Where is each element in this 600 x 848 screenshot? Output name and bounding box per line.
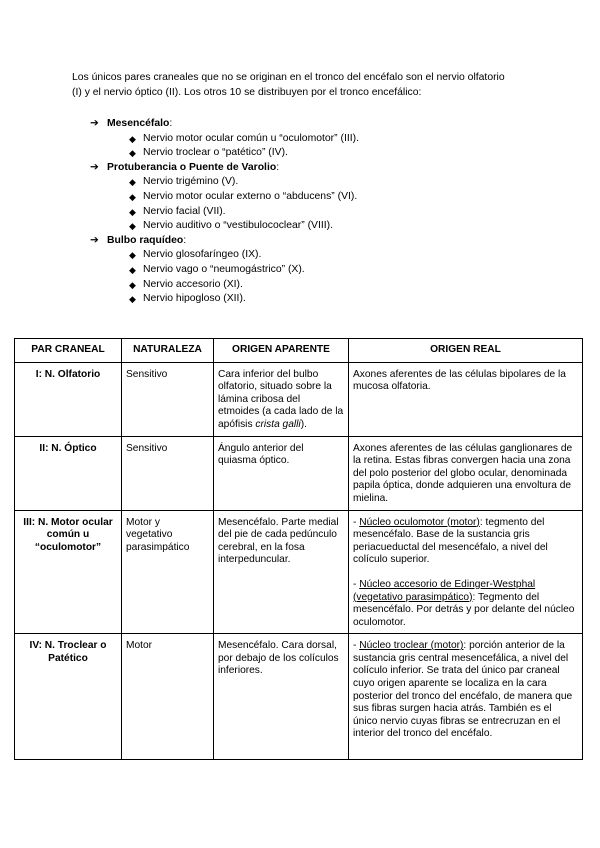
cell-par: III: N. Motor ocular común u “oculomotor” — [15, 510, 122, 634]
diamond-bullet-icon: ◆ — [129, 221, 136, 232]
cell-origen-aparente: Mesencéfalo. Cara dorsal, por debajo de los colículos inferiores. — [214, 634, 349, 760]
list-item: ◆ Nervio motor ocular común u “oculomotor” (III). — [90, 132, 510, 147]
diamond-bullet-icon: ◆ — [129, 250, 136, 261]
cell-origen-aparente: Ángulo anterior del quiasma óptico. — [214, 436, 349, 510]
diamond-bullet-icon: ◆ — [129, 148, 136, 159]
arrow-icon: ➔ — [90, 118, 99, 129]
cell-naturaleza: Motor — [122, 634, 214, 760]
cell-origen-real: Axones aferentes de las células ganglionares de la retina. Estas fibras convergen hacia una zona del polo posterior del globo ocular, denominada papila óptica, donde adquieren una envoltura de mielina. — [349, 436, 583, 510]
section-title: Bulbo raquídeo — [107, 234, 184, 246]
list-item: ◆ Nervio accesorio (XI). — [90, 278, 510, 293]
diamond-bullet-icon: ◆ — [129, 133, 136, 144]
diamond-bullet-icon: ◆ — [129, 264, 136, 275]
arrow-icon: ➔ — [90, 161, 99, 173]
intro-paragraph: Los únicos pares craneales que no se originan en el tronco del encéfalo son el nervio olfatorio (I) y el nervio óptico (II). Los otros 10 se distribuyen por el tronco encefálico: — [72, 72, 505, 98]
list-item: ◆ Nervio troclear o “patético” (IV). — [90, 146, 510, 161]
list-item: ◆ Nervio hipogloso (XII). — [90, 292, 510, 307]
diamond-bullet-icon: ◆ — [129, 206, 136, 217]
list-item: ◆ Nervio vago o “neumogástrico” (X). — [90, 263, 510, 278]
cranial-nerves-table — [14, 338, 583, 760]
cell-origen-aparente: Mesencéfalo. Parte medial del pie de cada pedúnculo cerebral, en la fosa interpeduncular. — [214, 510, 349, 634]
list-item: ◆ Nervio motor ocular externo o “abducens” (VI). — [90, 190, 510, 205]
arrow-icon: ➔ — [90, 234, 99, 246]
cell-naturaleza: Motor y vegetativo parasimpático — [122, 510, 214, 634]
header-origen-real: ORIGEN REAL — [349, 339, 583, 363]
cell-origen-real: - Núcleo troclear (motor): porción anterior de la sustancia gris central mesencefálica, a nivel del colículo inferior. Se trata del único par craneal cuyo origen aparente se localiza en la cara posterior del tronco del encéfalo, de manera que sus fibras surgen hacia atrás. También es el único nervio cuyas fibras se entrecruzan en el interior del tronco del encéfalo. — [349, 634, 583, 760]
cell-par: II: N. Óptico — [15, 436, 122, 510]
nucleus-edinger-westphal: - Núcleo accesorio de Edinger-Westphal (vegetativo parasimpático): Tegmento del mesencéfalo. Por detrás y por delante del núcleo oculomotor. — [353, 578, 575, 628]
header-naturaleza: NATURALEZA — [122, 339, 214, 363]
table-row — [15, 510, 583, 634]
list-item: ◆ Nervio auditivo o “vestibulococlear” (VIII). — [90, 219, 510, 234]
cell-naturaleza: Sensitivo — [122, 436, 214, 510]
brainstem-outline — [90, 117, 510, 307]
section-title: Protuberancia o Puente de Varolio — [107, 161, 277, 173]
list-item: ◆ Nervio glosofaríngeo (IX). — [90, 248, 510, 263]
section-mesencefalo: ➔ Mesencéfalo: — [90, 117, 510, 132]
cell-origen-real: Axones aferentes de las células bipolares de la mucosa olfatoria. — [349, 362, 583, 436]
list-item: ◆ Nervio trigémino (V). — [90, 175, 510, 190]
cell-origen-aparente: Cara inferior del bulbo olfatorio, situado sobre la lámina cribosa del etmoides (a cada lado de la apófisis crista galli). — [214, 362, 349, 436]
table-row — [15, 634, 583, 760]
diamond-bullet-icon: ◆ — [129, 177, 136, 188]
section-bulbo: ➔ Bulbo raquídeo: — [90, 234, 510, 249]
header-par-craneal: PAR CRANEAL — [15, 339, 122, 363]
diamond-bullet-icon: ◆ — [129, 279, 136, 290]
table-row — [15, 362, 583, 436]
table-header-row — [15, 339, 583, 363]
diamond-bullet-icon: ◆ — [129, 191, 136, 202]
section-protuberancia: ➔ Protuberancia o Puente de Varolio: — [90, 161, 510, 176]
cell-par: I: N. Olfatorio — [15, 362, 122, 436]
list-item: ◆ Nervio facial (VII). — [90, 205, 510, 220]
nucleus-oculomotor: - Núcleo oculomotor (motor): tegmento del mesencéfalo. Base de la sustancia gris periacueductal del mesencéfalo, a nivel del colículo superior. — [353, 516, 548, 566]
section-title: Mesencéfalo — [107, 118, 170, 129]
table-row — [15, 436, 583, 510]
cell-naturaleza: Sensitivo — [122, 362, 214, 436]
header-origen-aparente: ORIGEN APARENTE — [214, 339, 349, 363]
cell-origen-real — [349, 510, 583, 634]
diamond-bullet-icon: ◆ — [129, 294, 136, 305]
cell-par: IV: N. Troclear o Patético — [15, 634, 122, 760]
